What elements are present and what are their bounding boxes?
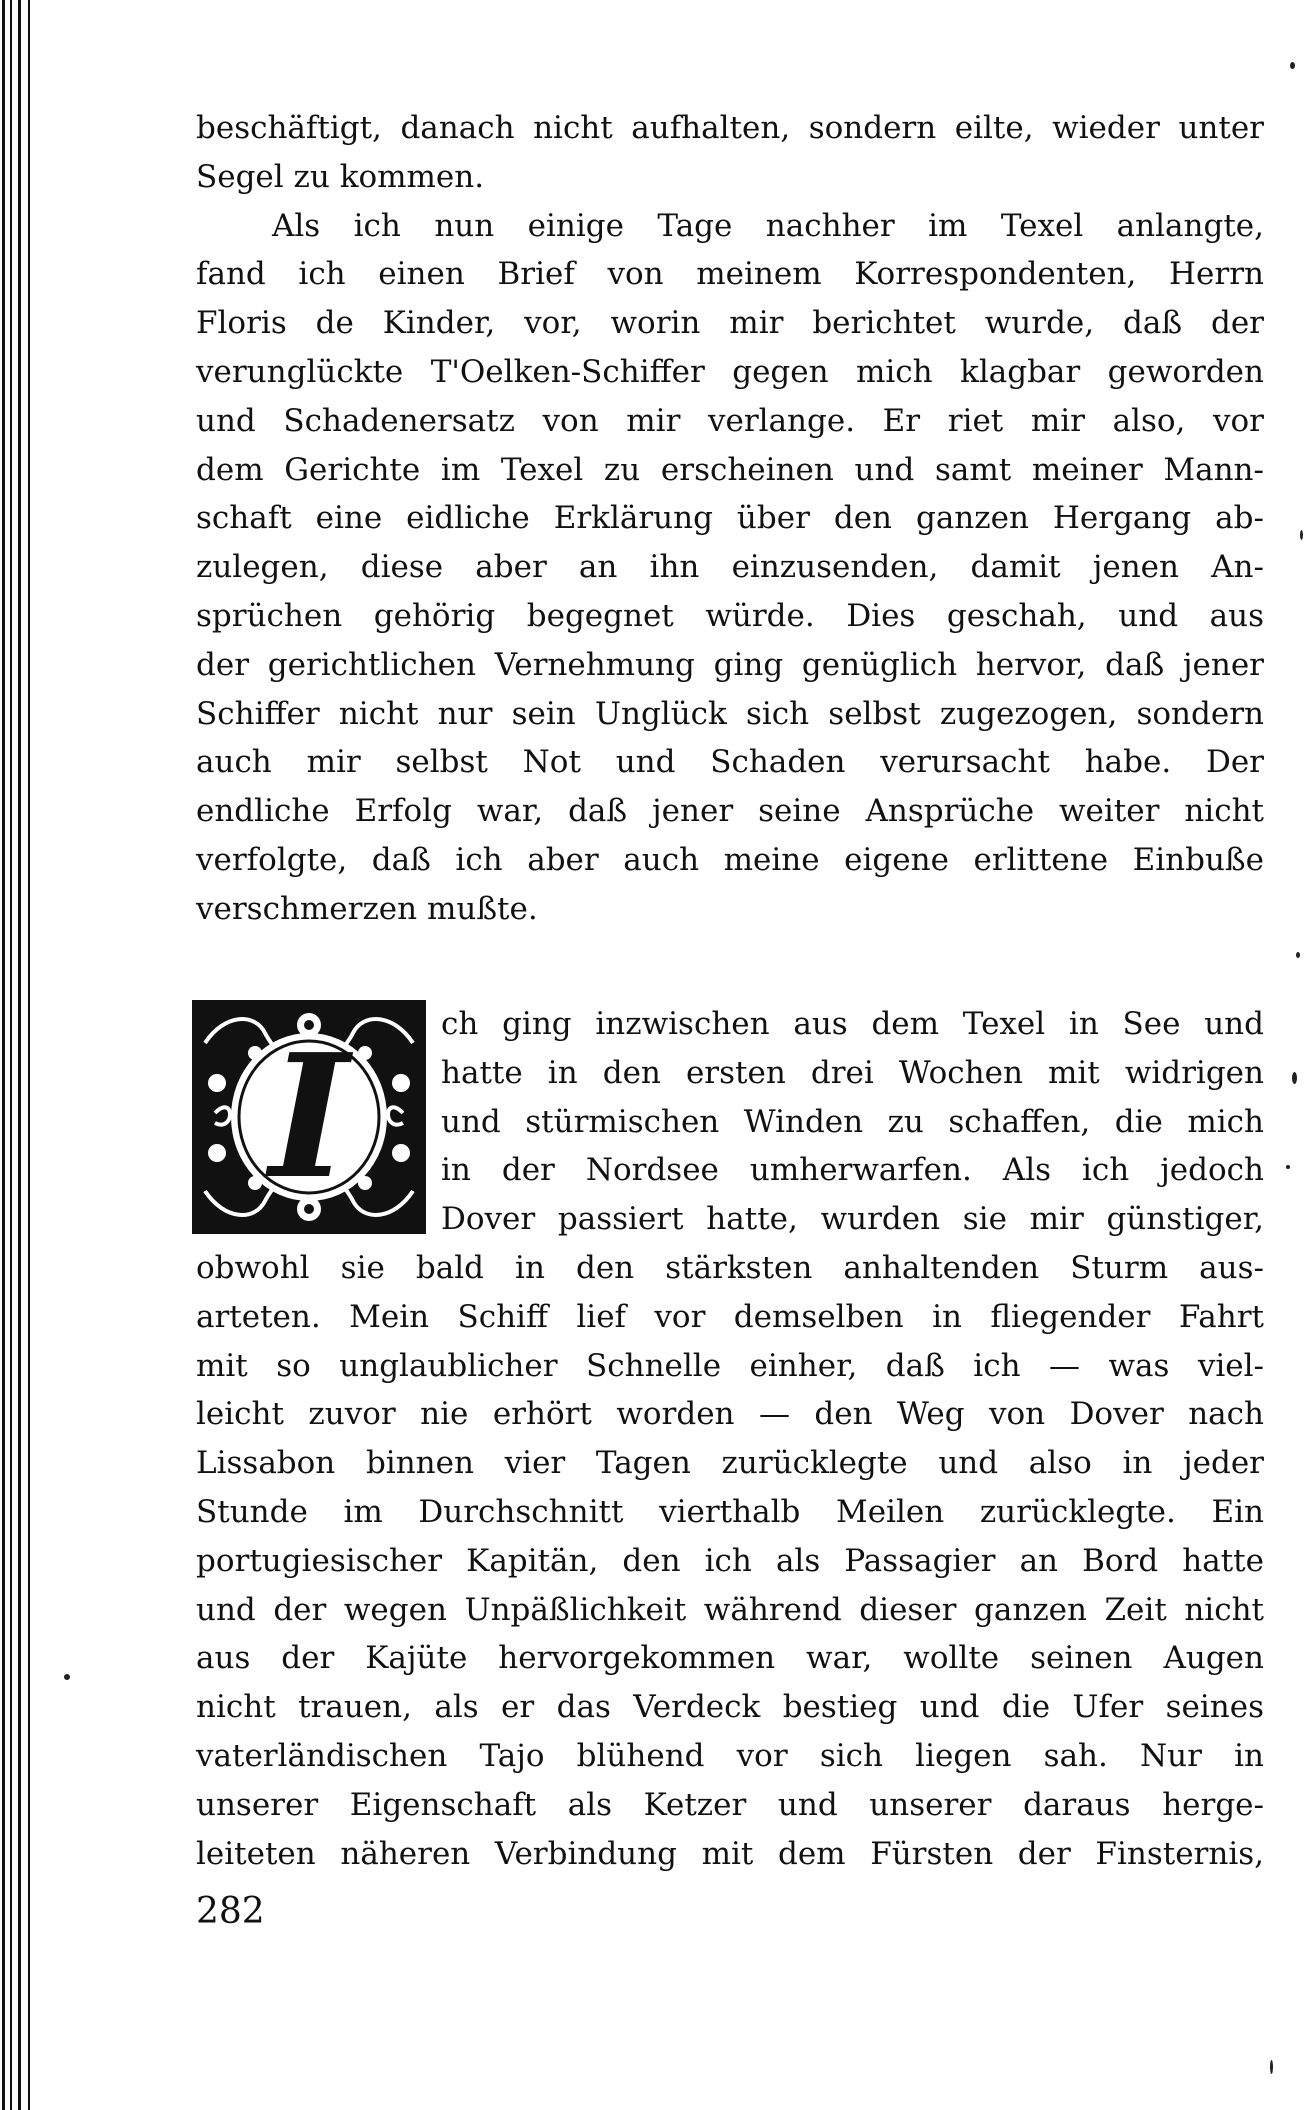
scan-speck — [1270, 2060, 1273, 2074]
paragraph-continuation — [196, 104, 1264, 202]
text-line: Lissabon binnen vier Tagen zurücklegte und also in jeder — [196, 1445, 1264, 1482]
scan-speck — [1300, 530, 1303, 540]
text-line: nicht trauen, als er das Verdeck bestieg und die Ufer seines — [196, 1689, 1264, 1726]
text-line: hatte in den ersten drei Wochen mit widrigen — [441, 1054, 1264, 1091]
text-line: in der Nordsee umherwarfen. Als ich jedoch — [441, 1152, 1264, 1189]
paragraph-texel — [196, 202, 1264, 934]
text-line: und Schadenersatz von mir verlange. Er riet mir also, vor — [196, 402, 1264, 439]
text-line: fand ich einen Brief von meinem Korrespondenten, Herrn — [196, 256, 1264, 293]
page-number: 282 — [196, 1891, 265, 1932]
text-line: leiteten näheren Verbindung mit dem Fürsten der Finsternis, — [196, 1835, 1264, 1872]
binding-edge-line — [10, 0, 12, 2110]
binding-edge-line — [2, 0, 5, 2110]
text-line: verschmerzen mußte. — [196, 890, 538, 927]
text-line: portugiesischer Kapitän, den ich als Passagier an Bord hatte — [196, 1542, 1264, 1579]
text-line: aus der Kajüte hervorgekommen war, wollte seinen Augen — [196, 1640, 1264, 1677]
text-line: und der wegen Unpäßlichkeit während dieser ganzen Zeit nicht — [196, 1591, 1264, 1628]
text-block-upper — [196, 104, 1264, 934]
text-line: obwohl sie bald in den stärksten anhaltenden Sturm aus- — [196, 1249, 1264, 1286]
text-line: leicht zuvor nie erhört worden — den Weg von Dover nach — [196, 1396, 1264, 1433]
text-line: auch mir selbst Not und Schaden verursacht habe. Der — [196, 744, 1264, 781]
text-line: vaterländischen Tajo blühend vor sich liegen sah. Nur in — [196, 1737, 1264, 1774]
text-line: ch ging inzwischen aus dem Texel in See und — [441, 1006, 1264, 1042]
drop-cap-ornament — [192, 1000, 426, 1234]
text-line: sprüchen gehörig begegnet würde. Dies geschah, und aus — [196, 597, 1264, 634]
scan-speck — [1296, 952, 1300, 958]
text-line: mit so unglaublicher Schnelle einher, daß ich — was viel- — [196, 1347, 1264, 1384]
text-line: schaft eine eidliche Erklärung über den ganzen Hergang ab- — [196, 500, 1264, 537]
text-line: Floris de Kinder, vor, worin mir berichtet wurde, daß der — [196, 305, 1264, 342]
drop-cap-letter: I — [269, 1017, 349, 1217]
text-line: Segel zu kommen. — [196, 158, 485, 195]
text-line: endliche Erfolg war, daß jener seine Ansprüche weiter nicht — [196, 793, 1264, 830]
text-block-lower — [196, 1000, 1264, 1878]
scan-speck — [1286, 1165, 1290, 1169]
text-line: arteten. Mein Schiff lief vor demselben in fliegender Fahrt — [196, 1298, 1264, 1335]
scan-speck — [64, 1674, 70, 1680]
text-line: dem Gerichte im Texel zu erscheinen und samt meiner Mann- — [196, 451, 1264, 488]
text-line: verunglückte T'Oelken-Schiffer gegen mich klagbar geworden — [196, 353, 1264, 390]
paragraph-voyage — [196, 1000, 1264, 1878]
text-line: verfolgte, daß ich aber auch meine eigene erlittene Einbuße — [196, 841, 1264, 878]
text-line: und stürmischen Winden zu schaffen, die mich — [441, 1103, 1264, 1140]
text-line: Stunde im Durchschnitt vierthalb Meilen zurücklegte. Ein — [196, 1493, 1264, 1530]
text-line: unserer Eigenschaft als Ketzer und unserer daraus herge- — [196, 1786, 1264, 1823]
binding-edge-line — [18, 0, 21, 2110]
text-line: beschäftigt, danach nicht aufhalten, sondern eilte, wieder unter — [196, 110, 1264, 146]
text-line: Als ich nun einige Tage nachher im Texel anlangte, — [272, 207, 1264, 244]
text-line: zulegen, diese aber an ihn einzusenden, damit jenen An- — [196, 549, 1264, 586]
text-line: Dover passiert hatte, wurden sie mir günstiger, — [441, 1201, 1264, 1238]
binding-edge-line — [28, 0, 30, 2110]
text-line: der gerichtlichen Vernehmung ging genüglich hervor, daß jener — [196, 646, 1264, 683]
scan-speck — [1292, 1072, 1297, 1084]
text-line: Schiffer nicht nur sein Unglück sich selbst zugezogen, sondern — [196, 695, 1264, 732]
scan-speck — [1290, 62, 1295, 69]
